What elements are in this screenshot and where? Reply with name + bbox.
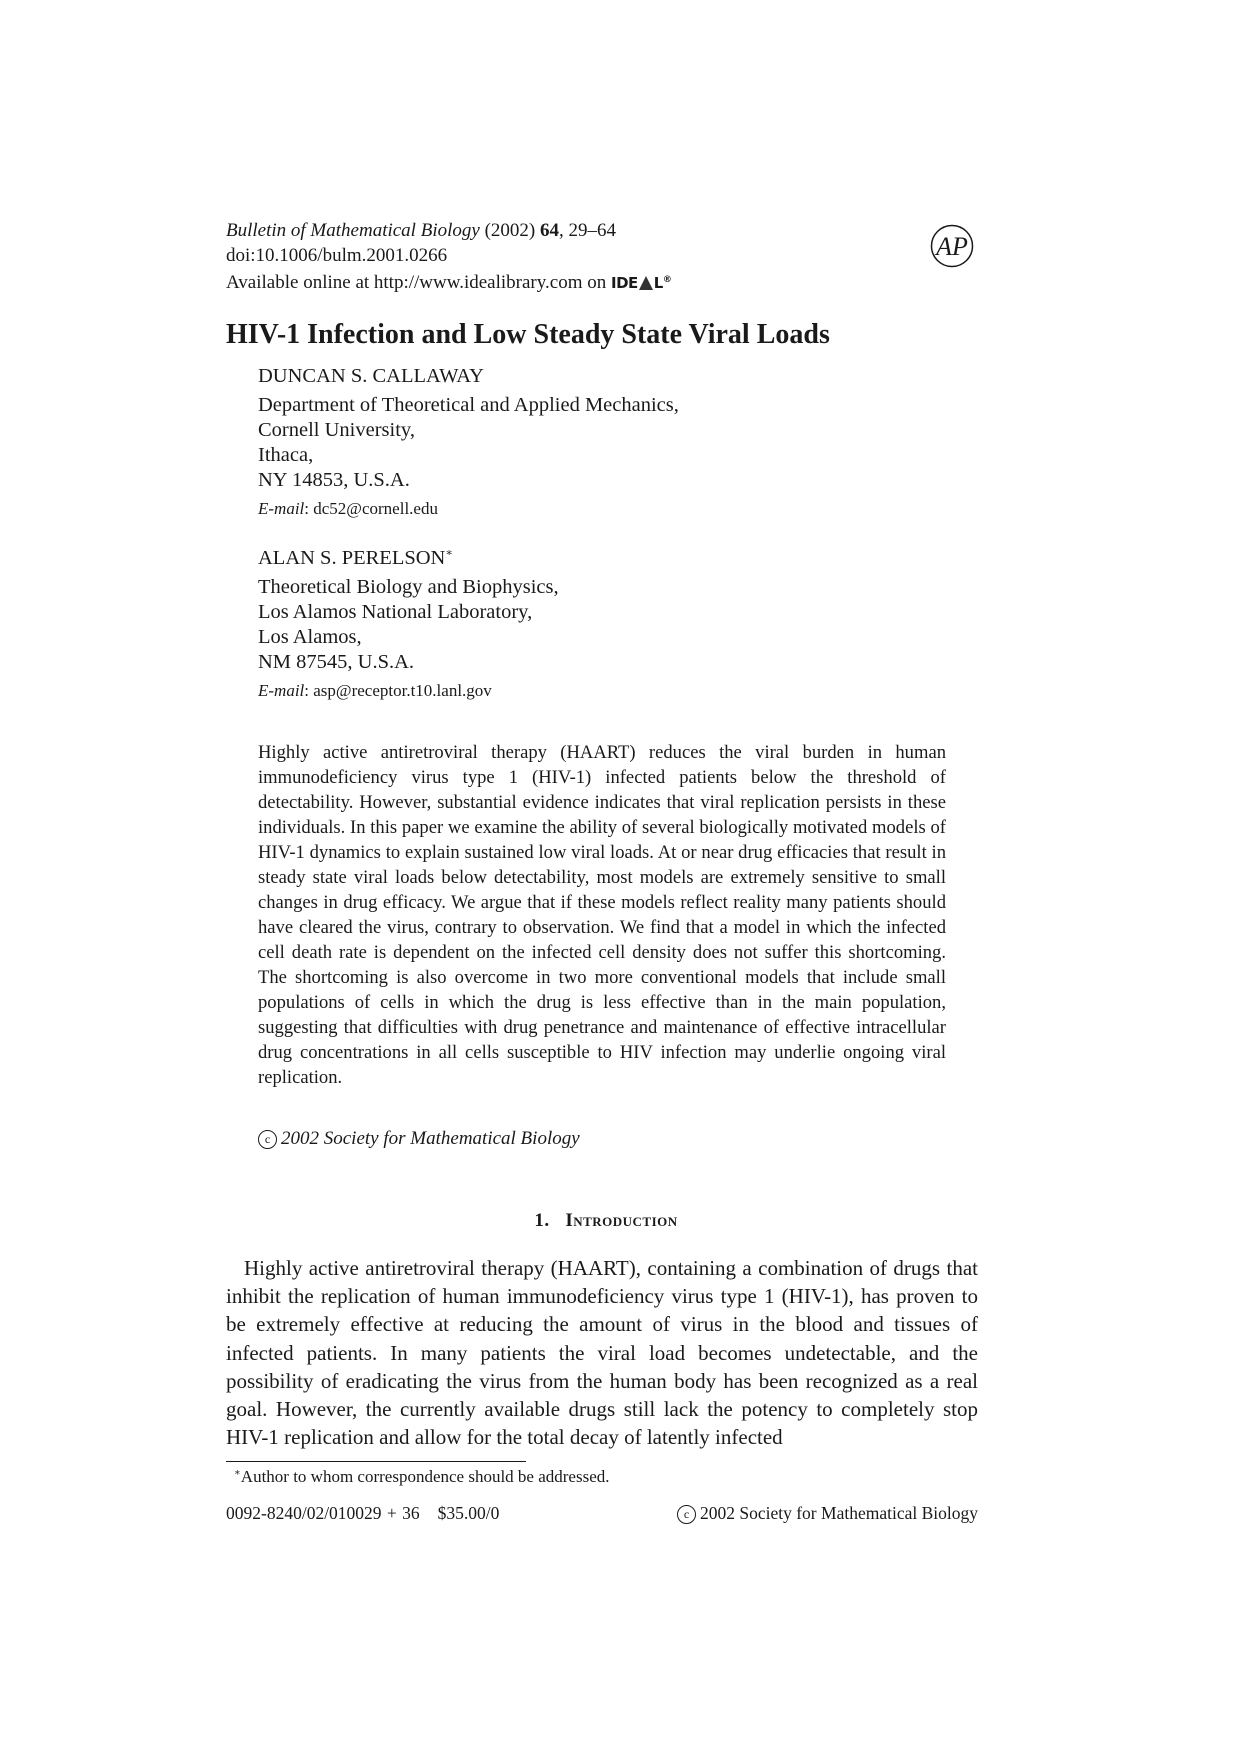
journal-year: (2002) <box>484 220 536 241</box>
section-heading: 1. Introduction <box>534 1210 678 1231</box>
affiliation-line: Los Alamos, <box>258 625 362 648</box>
ideal-logo-icon: IDE L® <box>611 274 672 292</box>
abstract: Highly active antiretroviral therapy (HAART) reduces the viral burden in human immunodeficiency virus type 1 (HIV-1) infected patients below the threshold of detectability. However, substantial evidence indicates that viral replication persists in these individuals. In this paper we examine the ability of several biologically motivated models of HIV-1 dynamics to explain sustained low viral loads. At or near drug efficacies that result in steady state viral loads below detectability, most models are extremely sensitive to small changes in drug efficacy. We argue that if these models reflect reality many patients should have cleared the virus, contrary to observation. We find that a model in which the infected cell death rate is dependent on the infected cell density does not suffer this shortcoming. The shortcoming is also overcome in two more conventional models that include small populations of cells in which the drug is less effective than in the main population, suggesting that difficulties with drug penetrance and maintenance of effective intracellular drug concentrations in all cells susceptible to HIV infection may underlie ongoing viral replication. <box>258 742 946 1088</box>
availability-line <box>226 268 986 296</box>
publisher-logo-icon <box>930 224 974 268</box>
article-price: $35.00/0 <box>437 1503 500 1523</box>
article-code: 0092-8240/02/010029 + 36 $35.00/0 <box>226 1503 500 1523</box>
journal-name: Bulletin of Mathematical Biology <box>226 220 480 241</box>
ideal-cursor-icon <box>639 276 653 290</box>
author-name: DUNCAN S. CALLAWAY <box>258 365 484 387</box>
affiliation-line: Department of Theoretical and Applied Mechanics, <box>258 394 679 416</box>
affiliation-line: Theoretical Biology and Biophysics, <box>258 575 559 598</box>
journal-volume: 64 <box>539 220 559 241</box>
affiliation-line: NM 87545, U.S.A. <box>258 650 415 673</box>
copyright-icon: c <box>258 1130 277 1149</box>
doi-line: doi:10.1006/bulm.2001.0266 <box>226 245 448 266</box>
affiliation-line: Ithaca, <box>258 444 314 466</box>
availability-text: Available online at http://www.idealibrary.com on <box>226 272 607 293</box>
introduction-paragraph: Highly active antiretroviral therapy (HAART), containing a combination of drugs that inhibit the replication of human immunodeficiency virus type 1 (HIV-1), has proven to be extremely effective at reducing the amount of virus in the blood and tissues of infected patients. In many patients the viral load becomes undetectable, and the possibility of eradicating the virus from the human body has been recognized as a real goal. However, the currently available drugs still lack the potency to completely stop HIV-1 replication and allow for the total decay of latently infected <box>226 1256 978 1450</box>
affiliation-line: Cornell University, <box>258 419 415 441</box>
footer-copyright: c 2002 Society for Mathematical Biology <box>677 1503 978 1524</box>
journal-pages: , 29–64 <box>558 220 616 241</box>
author-email: E-mail: dc52@cornell.edu <box>258 499 438 518</box>
author-block-1 <box>258 364 958 521</box>
author-email: E-mail: asp@receptor.t10.lanl.gov <box>258 680 492 700</box>
copyright-icon: c <box>677 1505 696 1524</box>
affiliation-line: Los Alamos National Laboratory, <box>258 600 533 623</box>
paper-title: HIV-1 Infection and Low Steady State Viral Loads <box>226 319 830 350</box>
svg-text:AP: AP <box>936 232 968 261</box>
author-block-2 <box>258 541 958 703</box>
footnote: ∗Author to whom correspondence should be addressed. <box>234 1467 610 1486</box>
affiliation-line: NY 14853, U.S.A. <box>258 469 410 491</box>
corresponding-marker: ∗ <box>445 547 453 559</box>
abstract-copyright: c 2002 Society for Mathematical Biology <box>258 1128 580 1150</box>
citation-line <box>226 218 986 243</box>
footnote-divider <box>226 1461 526 1462</box>
journal-header <box>226 218 986 296</box>
author-name: ALAN S. PERELSON∗ <box>258 546 453 569</box>
